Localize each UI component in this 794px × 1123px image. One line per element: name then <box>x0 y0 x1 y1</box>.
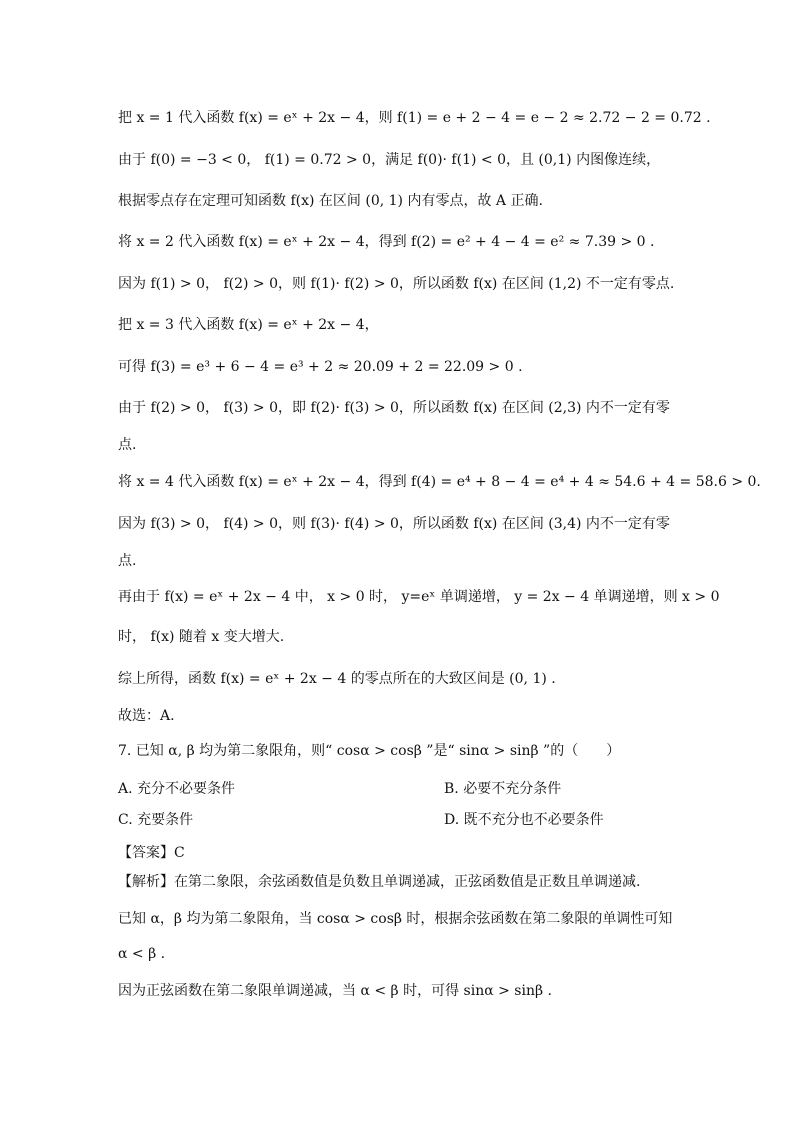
text-line: 综上所得，函数 f(x) = eˣ + 2x − 4 的零点所在的大致区间是 (0, 1) . <box>118 671 556 687</box>
question-stem: 7. 已知 α, β 均为第二象限角，则“ cosα > cosβ ”是“ sinα > sinβ ”的（ ） <box>118 743 621 759</box>
text-line: 根据零点存在定理可知函数 f(x) 在区间 (0, 1) 内有零点，故 A 正确. <box>118 193 543 209</box>
analysis-line: 因为正弦函数在第二象限单调递减，当 α < β 时，可得 sinα > sinβ . <box>118 983 552 999</box>
text-line: 点. <box>118 437 137 453</box>
analysis-line: 已知 α，β 均为第二象限角，当 cosα > cosβ 时，根据余弦函数在第二象限的单调性可知 <box>118 911 673 927</box>
option-a: A. 充分不必要条件 <box>118 781 236 797</box>
text-line: 将 x = 4 代入函数 f(x) = eˣ + 2x − 4，得到 f(4) = e⁴ + 8 − 4 = e⁴ + 4 ≈ 54.6 + 4 = 58.6 > 0. <box>118 474 761 490</box>
text-line: 故选：A. <box>118 708 175 724</box>
text-line: 把 x = 1 代入函数 f(x) = eˣ + 2x − 4，则 f(1) = e + 2 − 4 = e − 2 ≈ 2.72 − 2 = 0.72 . <box>118 110 711 126</box>
text-line: 时， f(x) 随着 x 变大增大. <box>118 629 285 645</box>
text-line: 点. <box>118 553 137 569</box>
option-b: B. 必要不充分条件 <box>444 781 562 797</box>
text-line: 可得 f(3) = e³ + 6 − 4 = e³ + 2 ≈ 20.09 + 2 = 22.09 > 0 . <box>118 359 523 375</box>
text-line: 因为 f(1) > 0， f(2) > 0，则 f(1)· f(2) > 0，所以函数 f(x) 在区间 (1,2) 不一定有零点. <box>118 276 675 292</box>
analysis-line: α < β . <box>118 946 166 962</box>
text-line: 因为 f(3) > 0， f(4) > 0，则 f(3)· f(4) > 0，所以函数 f(x) 在区间 (3,4) 内不一定有零 <box>118 516 670 532</box>
text-line: 再由于 f(x) = eˣ + 2x − 4 中， x > 0 时， y=eˣ 单调递增， y = 2x − 4 单调递增，则 x > 0 <box>118 589 720 605</box>
option-d: D. 既不充分也不必要条件 <box>444 812 604 828</box>
answer-label: 【答案】C <box>118 845 185 861</box>
text-line: 由于 f(0) = −3 < 0， f(1) = 0.72 > 0，满足 f(0)· f(1) < 0，且 (0,1) 内图像连续， <box>118 152 661 168</box>
text-line: 把 x = 3 代入函数 f(x) = eˣ + 2x − 4， <box>118 317 379 333</box>
text-line: 将 x = 2 代入函数 f(x) = eˣ + 2x − 4，得到 f(2) = e² + 4 − 4 = e² ≈ 7.39 > 0 . <box>118 234 655 250</box>
analysis-line: 【解析】在第二象限，余弦函数值是负数且单调递减，正弦函数值是正数且单调递减. <box>118 874 641 890</box>
option-c: C. 充要条件 <box>118 812 194 828</box>
text-line: 由于 f(2) > 0， f(3) > 0，即 f(2)· f(3) > 0，所以函数 f(x) 在区间 (2,3) 内不一定有零 <box>118 400 670 416</box>
